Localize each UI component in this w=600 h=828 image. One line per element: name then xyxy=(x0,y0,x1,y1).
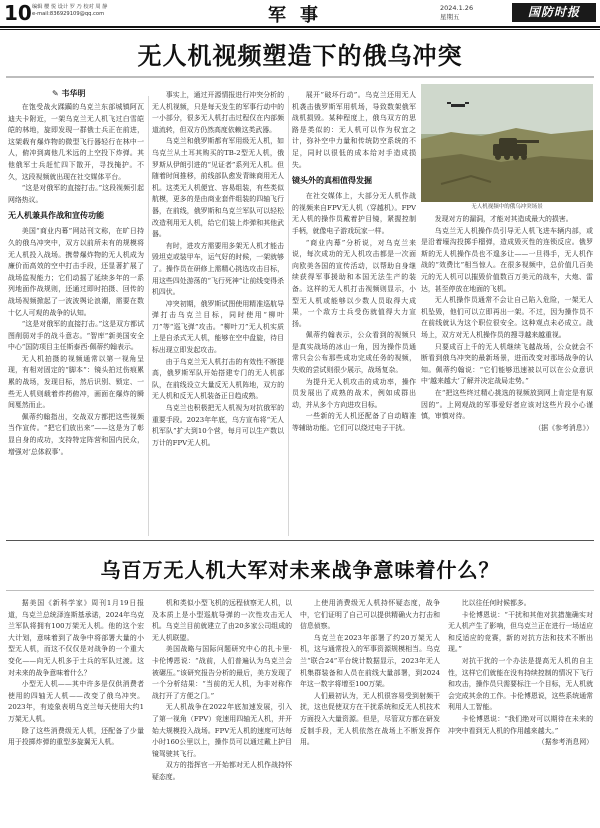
paragraph: 除了这些消费级无人机，还配备了少量用于投掷炸弹的重型多旋翼无人机。 xyxy=(8,726,144,747)
article2-column-2 xyxy=(152,598,292,824)
paragraph: 佩蒂约翰表示，公众看到的视频只是真实战场的冰山一角，因为操作员通常只会公布那些成功完成任务的视频，失败的尝试则很少展示，战场复杂。 xyxy=(292,331,416,375)
article2-column-1 xyxy=(8,598,144,824)
paragraph: 冲突初期，俄罗斯试图使用精准巡航导弹打击乌克兰目标，同时使用“柳叶刀”等“巡飞弹”攻击。“柳叶刀”无人机实质上是自杀式无人机，能够在空中盘旋，待目标出现立即发起攻击。 xyxy=(152,299,284,355)
paragraph: 无人机操作员通常不会让自己陷入危险，一架无人机坠毁，他们可以立即再出一架。不过，因为操作员不在前线就认为这个职位很安全。这种观点未必成立。战场上，双方对无人机操作员的搜寻越来越重视。 xyxy=(421,296,593,339)
paragraph: 卡伦博恩说：“我们绝对可以期待在未来的冲突中看到无人机的作用越来越大。” xyxy=(448,714,593,735)
credits-line-2: e-mail:836929109@qq.com xyxy=(32,11,105,17)
subheading: 无人机兼具作战和宣传功能 xyxy=(8,211,104,221)
masthead xyxy=(0,0,600,28)
paragraph: 佩蒂约翰指出，交战双方都把这些视频当作宣传。“把它们放出来”——这是为了彰显自身的成功，支持特定阵营和国内民众，增强对‘总体叙事’。 xyxy=(8,412,144,456)
paragraph: 无人机拍摄的视频通常以第一视角呈现，有相对固定的“脚本”：镜头拍过伤痕累累的战场，发现目标，然后识别、锁定、一些无人机则载着炸药俯冲，画面在爆炸的瞬间戛然而止。 xyxy=(8,354,144,410)
paragraph: 小型无人机——其中许多是仅供消费者使用的四轴无人机——改变了俄乌冲突。2023年，有迹象表明乌克兰每天使用大约1万架无人机。 xyxy=(8,680,144,723)
paragraph: 一些新的无人机还配备了自动瞄准等辅助功能。它们可以绕过电子干扰。 xyxy=(292,412,416,433)
paragraph: 卡伦博恩说：“干扰和其他对抗措施确实对无人机产生了影响，但乌克兰正在进行一场适应和反适应的竞赛，新的对抗方法和技术不断出现。” xyxy=(448,610,593,654)
column-divider xyxy=(288,96,289,536)
paragraph: 展开”破坏行动”。乌克兰还用无人机袭击俄罗斯军用机场，导致数架俄军战机损毁。某种程度上，俄乌双方的思路是类似的：无人机可以作为权宜之计，弥补空中力量和传统防空系统的不足，同时以很低的成本给对手造成损失。 xyxy=(292,91,416,169)
paragraph: 发现对方的漏洞，才能对其造成最大的损害。 xyxy=(434,215,573,223)
paragraph: 乌克兰也积极把无人机视为对抗俄军的重要手段。2023年年底，乌方宣布将“无人机军队”扩大到10个营，每月可以生产数以万计的FPV无人机。 xyxy=(152,404,284,447)
paragraph: “这是对俄军的直接打击。”这是双方都试图削弱对手的战斗意志。“智库”新美国安全中心“国防项目主任斯泰西·佩蒂约翰表示。 xyxy=(8,320,144,352)
paragraph: 双方的指挥官一开始都对无人机作战持怀疑态度。 xyxy=(152,761,292,781)
source-byline: （据《参考消息》） xyxy=(534,423,593,432)
paragraph: 只要成百上千的无人机继续飞越战场，公众就会不断看到俄乌冲突的最新场景，进而改变对那场战争的认知。佩蒂约翰说：“它们能够迅速被以可以在公众意识中‘越来越大’了解并决定战局走势。” xyxy=(421,342,593,386)
column-divider xyxy=(148,96,149,536)
article-separator xyxy=(6,540,594,541)
paragraph: 在饱受战火蹂躏的乌克兰东部城镇阿瓦迪夫卡附近，一架乌克兰无人机飞过白雪皑皑的林地，旋即发现一群俄士兵正在前进，这架载有爆炸物的微型飞行器轻行在林中一人，俯冲到离他几米远的上空投下炸弹。其他俄军士兵赶忙四下散开，寻找掩护。不久，这段视频就出现在社交媒体平台。 xyxy=(8,103,144,181)
battlefield-photo-illustration xyxy=(421,84,593,202)
article1-column-3 xyxy=(292,90,416,538)
paragraph: 由于乌克兰无人机打击的有效性不断提高，俄罗斯军队开始搭建专门的无人机部队，在前线设立大量反无人机阵地，双方的无人机和反无人机装备正日趋成熟。 xyxy=(152,357,284,401)
paragraph: “商业内幕”分析说，对乌克兰来说，每次成功的无人机攻击都是一次面向欧美各国的宣传活动，以帮助自身继续获得军事援助和本国无法生产的装备。这样的无人机打击视频则显示，小型无人机或能够以少数人员取得大成果，一个敌方士兵受伤就值得大力宣扬。 xyxy=(292,238,416,328)
article2-headline: 乌百万无人机大军对未来战争意味着什么？ xyxy=(100,558,500,582)
paragraph: 在“把这些终过精心挑选的视频放到网上肯定是有原因的”。上网观战的军事爱好者应该对这些片段小心谨慎，审慎对待。 xyxy=(421,388,593,421)
subheading: 镜头外的真相值得发掘 xyxy=(292,176,372,186)
headline-underline xyxy=(6,76,594,78)
source-byline: （据参考消息网） xyxy=(537,738,593,747)
issue-date: 2024.1.26 xyxy=(440,4,474,12)
issue-weekday: 星期五 xyxy=(440,13,460,21)
paragraph: 事实上，通过开源情报进行冲突分析的无人机视频，只是每天发生的军事行动中的一小部分，很多无人机打击过程仅在内部频道流转，但双方仍然高度依赖这类武器。 xyxy=(152,91,284,134)
paragraph: 机和类似小型飞机的远程侦察无人机，以及本质上是小型巡航导弹的一次性攻击无人机。乌克兰目前就建立了由20多家公司组成的无人机联盟。 xyxy=(152,599,292,642)
paragraph: 美国战略与国际问题研究中心的扎卡里·卡伦博恩说：“战前，人们普遍认为乌克兰会被碾压。”该研究报告分析的最后，美方发现了一个分析结果：“当前的无人机，为非对称作战打开了方便之门。” xyxy=(152,645,292,700)
paragraph: 在社交媒体上，大部分无人机作战的视频来自FPV无人机（穿越机）。FPV无人机的操作员戴着护目镜，紧握控制手柄，就像电子游戏玩家一样。 xyxy=(292,192,416,235)
editor-credits xyxy=(32,4,107,18)
paragraph: 乌克兰无人机操作员引导无人机飞进车辆内部，或是沿着壕沟投掷手榴弹，造成毁灭性的连锁反应。俄罗斯的无人机操作员也不遑多让——一旦得手，无人机作战的“效费比”相当惊人。在很多视频中，总价值几百美元的无人机可以摧毁价值数百万美元的战车，大炮、雷达，甚至停放在地面的飞机。 xyxy=(421,226,593,293)
paragraph: 无人机战争在2022年底加速发展，引入了第一视角（FPV）竞速用四轴无人机，并开始大规模投入战场。FPV无人机的速度可达每小时160公里以上，操作员可以通过戴上护目镜驾驶其飞行。 xyxy=(152,703,292,758)
headline2-underline xyxy=(6,590,594,591)
paragraph: “这是对俄军的直接打击。”这段视频引起网络热议。 xyxy=(8,184,144,204)
pen-icon: ✎ xyxy=(52,89,62,98)
paragraph: 上使用消费级无人机持怀疑态度，战争中，它们证明了自己可以提供精确火力打击和信息侦察。 xyxy=(300,599,440,631)
newspaper-logo: 国防时报 xyxy=(512,3,596,22)
article1-author xyxy=(52,88,86,99)
article1-column-2 xyxy=(152,90,284,538)
article1-photo xyxy=(421,84,593,202)
date-block xyxy=(440,4,473,22)
paragraph: 乌克兰在2023年部署了约20万架无人机，这与通常投入的军事资源规模相当。乌克兰“联合24”平台统计数据显示，2023年无人机集群装备和人员在前线大量部署，到2024年这一数字将增至100万架。 xyxy=(300,633,440,689)
paragraph: 据美国《新科学家》周刊1月19日报道，乌克兰总统泽连斯基承诺，2024年乌克兰军队将拥有100万架无人机。他的这个宏大计划，意味着到了战争中将部署大量的小型无人机，而这不仅仅是对战争的一个重大变化——向无人机多于士兵的军队过渡。这对未来的战争意味着什么？ xyxy=(8,599,144,677)
credits-line-1: 编辑 樱 悦 设计 罗 乃 校对 周 静 xyxy=(32,4,108,10)
section-title: 军事 xyxy=(268,5,332,26)
paragraph: 比以往任何时候都多。 xyxy=(461,599,531,607)
masthead-rule-thin xyxy=(0,29,600,30)
page-number: 10 xyxy=(4,1,32,25)
paragraph: 有时，进攻方需要用多架无人机才能击毁坦克或装甲车，运气好的时候，一架就够了。操作员在研修上需精心挑选攻击目标，用这些四处游荡的“飞行死神”让前线变得杀机四伏。 xyxy=(152,241,284,297)
paragraph: 对抗干扰的一个办法是提高无人机的自主性，这样它们就能在没有持续控制的情况下飞行和攻击，操作员只需要标注一个目标，无人机就会完成其余的工作。卡伦博恩说，这些系统通常利用人工智能。 xyxy=(448,656,593,712)
article1-headline: 无人机视频塑造下的俄乌冲突 xyxy=(137,42,463,70)
masthead-rule xyxy=(0,26,600,28)
photo-caption: 无人机视频中的俄乌冲突场景 xyxy=(471,204,543,210)
paragraph: 乌克兰和俄罗斯都有军用级无人机，如乌克兰从土耳其购买的TB-2型无人机，俄罗斯从伊朗引进的“见证者”系列无人机。但随着时间推移，前线部队愈发青睐商用无人机。这类无人机便宜、容易组装，有些类似航模，更多的是由商业套件组装的四轴飞行器，在前线，俄罗斯和乌克兰军队可以轻松改造利用无人机，给它们装上炸弹和其他武器。 xyxy=(152,137,284,239)
article1-column-4 xyxy=(421,214,593,538)
article2-column-3 xyxy=(300,598,440,824)
paragraph: 美国“商业内幕”网站刊文称，在旷日持久的俄乌冲突中，双方以前所未有的规模将无人机投入战场。携带爆炸物的无人机成为廉价而高效的空中打击手段，还显著扩展了战场监视能力；它们动摇了延续多年的一系列地面作战规则，还通过即时拍摄、回传的战场视频掀起了一波波舆论浪潮，需要在数十亿人可观的战争的认知。 xyxy=(8,227,144,317)
article1-column-1 xyxy=(8,102,144,538)
paragraph: 为提升无人机攻击的成功率，操作员发展出了成熟的战术，例如成群出动，并从多个方向进攻目标。 xyxy=(292,377,416,409)
paragraph: 人们最初认为，无人机很容易受到射频干扰，这也促使双方在干扰系统和反无人机技术方面投入大量资源。但是，尽管双方都在研发反制手段，无人机依然在战场上不断发挥作用。 xyxy=(300,691,440,747)
article2-column-4 xyxy=(448,598,593,824)
author-name: 韦华明 xyxy=(61,89,86,98)
